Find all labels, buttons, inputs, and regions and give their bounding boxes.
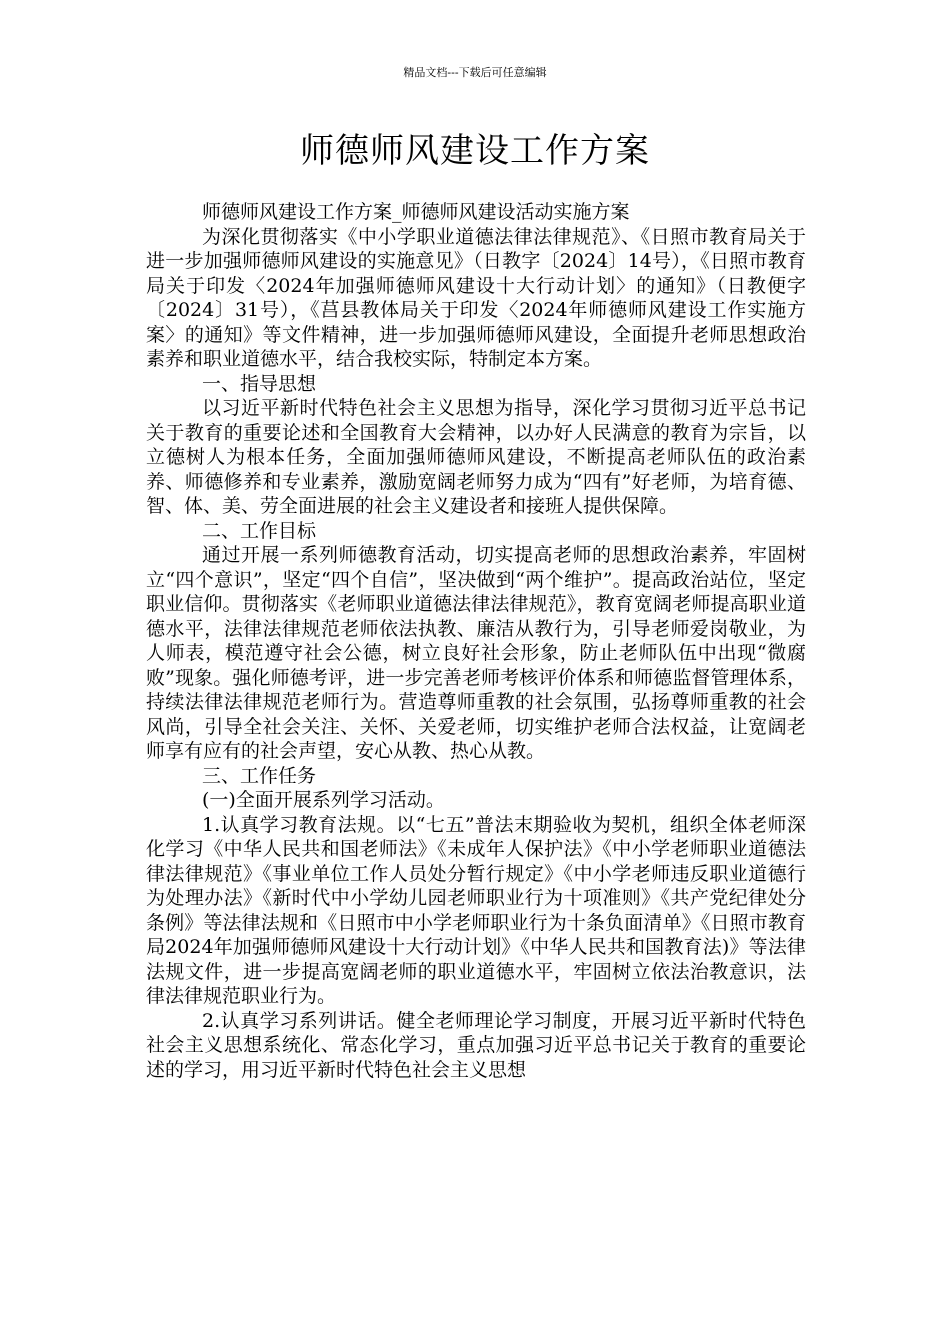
document-title: 师德师风建设工作方案 <box>300 131 650 171</box>
intro-paragraph: 为深化贯彻落实《中小学职业道德法律法律规范》、《日照市教育局关于进一步加强师德师风建设的实施意见》（日教字〔2024〕14号），《日照市教育局关于印发〈2024年加强师德师风建设十大行动计划〉的通知》（日教便字〔2024〕31号），《莒县教体局关于印发〈2024年师德师风建设工作实施方案〉的通知》等文件精神，进一步加强师德师风建设，全面提升老师思想政治素养和职业道德水平，结合我校实际，特制定本方案。 <box>146 225 806 370</box>
body-paragraph: 通过开展一系列师德教育活动，切实提高老师的思想政治素养，牢固树立“四个意识”，坚定“四个自信”，坚决做到“两个维护”。提高政治站位，坚定职业信仰。贯彻落实《老师职业道德法律法律规范》，教育宽阔老师提高职业道德水平，法律法律规范老师依法执教、廉洁从教行为，引导老师爱岗敬业，为人师表，模范遵守社会公德，树立良好社会形象，防止老师队伍中出现“微腐败”现象。强化师德考评，进一步完善老师考核评价体系和师德监督管理体系，持续法律法律规范老师行为。营造尊师重教的社会氛围，弘扬尊师重教的社会风尚，引导全社会关注、关怀、关爱老师，切实维护老师合法权益，让宽阔老师享有应有的社会声望，安心从教、热心从教。 <box>146 544 806 762</box>
document-body <box>146 200 806 1082</box>
subtitle-paragraph: 师德师风建设工作方案_师德师风建设活动实施方案 <box>202 201 630 223</box>
section-heading: 二、工作目标 <box>202 519 317 542</box>
body-paragraph: 1.认真学习教育法规。以“七五”普法末期验收为契机，组织全体老师深化学习《中华人民共和国老师法》《未成年人保护法》《中小学老师职业道德法律法律规范》《事业单位工作人员处分暂行规定》《中小学老师违反职业道德行为处理办法》《新时代中小学幼儿园老师职业行为十项准则》《共产党纪律处分条例》等法律法规和《日照市中小学老师职业行为十条负面清单》《日照市教育局2024年加强师德师风建设十大行动计划》《中华人民共和国教育法)》等法律法规文件，进一步提高宽阔老师的职业道德水平，牢固树立依法治教意识，法律法律规范职业行为。 <box>146 813 806 1007</box>
section-heading: 一、指导思想 <box>202 372 317 395</box>
page-header: 精品文档---下载后可任意编辑 <box>403 66 547 79</box>
body-paragraph: 2.认真学习系列讲话。健全老师理论学习制度，开展习近平新时代特色社会主义思想系统化、常态化学习，重点加强习近平总书记关于教育的重要论述的学习，用习近平新时代特色社会主义思想 <box>146 1009 806 1081</box>
body-paragraph: 以习近平新时代特色社会主义思想为指导，深化学习贯彻习近平总书记关于教育的重要论述和全国教育大会精神，以办好人民满意的教育为宗旨，以立德树人为根本任务，全面加强师德师风建设，不断提高老师队伍的政治素养、师德修养和专业素养，激励宽阔老师努力成为“四有”好老师，为培育德、智、体、美、劳全面进展的社会主义建设者和接班人提供保障。 <box>146 397 806 517</box>
subsection-heading: (一)全面开展系列学习活动。 <box>202 789 445 811</box>
section-heading: 三、工作任务 <box>202 764 317 787</box>
